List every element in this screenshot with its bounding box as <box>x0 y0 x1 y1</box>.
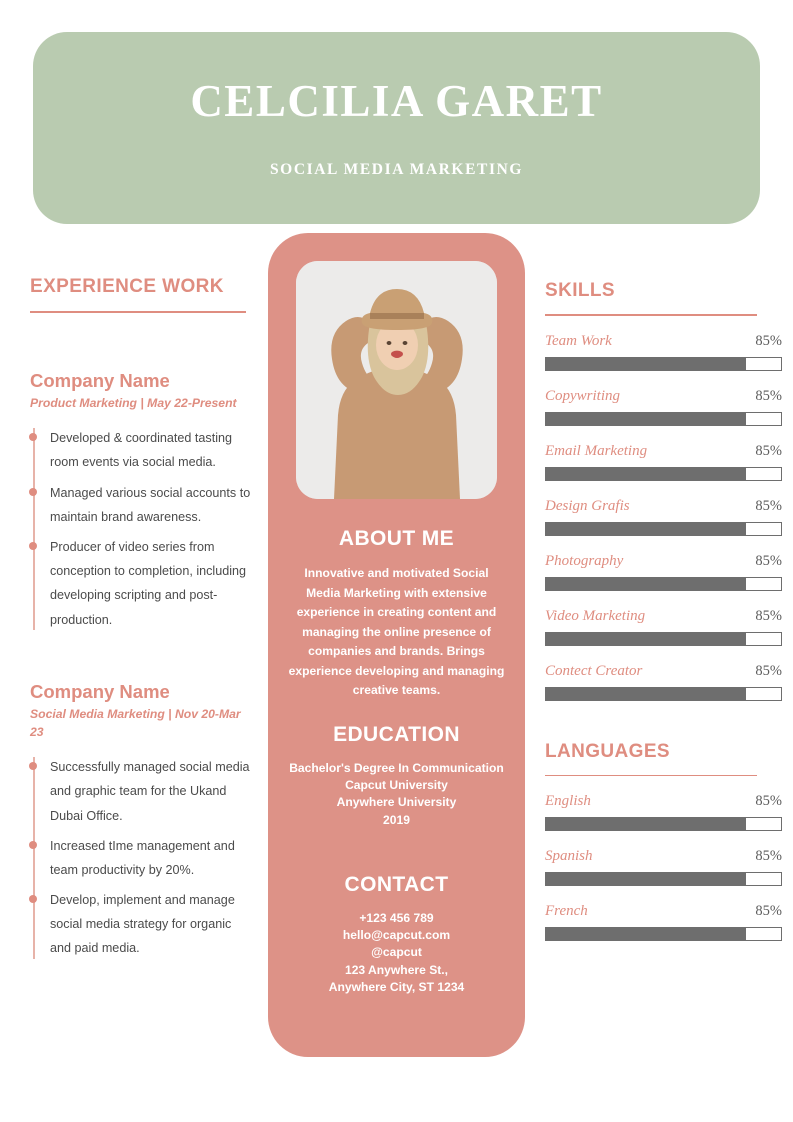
bullet-spine <box>33 428 35 629</box>
job-bullets <box>30 755 252 960</box>
skill-name: Email Marketing <box>545 442 648 459</box>
skill-bar <box>545 467 782 481</box>
portrait-illustration-icon <box>296 261 497 499</box>
language-percent: 85% <box>755 903 782 919</box>
bullet-dot-icon <box>29 488 37 496</box>
list-item <box>50 755 252 828</box>
job-meta: Product Marketing | May 22-Present <box>30 395 237 410</box>
experience-item <box>30 680 252 961</box>
list-item <box>50 888 252 961</box>
list-item-text: Develop, implement and manage social media strategy for organic and paid media. <box>50 893 235 956</box>
education-line: Anywhere University <box>336 795 457 810</box>
language-bar <box>545 927 782 941</box>
skill-bar-fill <box>546 413 746 425</box>
bullet-dot-icon <box>29 762 37 770</box>
education-title: EDUCATION <box>333 723 460 746</box>
skill-bar <box>545 577 782 591</box>
language-bar-fill <box>546 928 746 940</box>
skill-item <box>545 608 782 646</box>
languages-section <box>545 741 782 942</box>
skill-item <box>545 443 782 481</box>
experience-section-title: EXPERIENCE WORK <box>30 276 224 297</box>
language-bar <box>545 872 782 886</box>
avatar <box>296 261 497 499</box>
job-bullets <box>30 426 252 631</box>
language-name: English <box>545 793 591 809</box>
about-text: Innovative and motivated Social Media Marketing with extensive experience in creating content and managing the online presence of companies and brands. Brings experience developing and managing creative teams. <box>288 566 505 698</box>
bullet-dot-icon <box>29 433 37 441</box>
job-company: Company Name <box>30 369 170 391</box>
skill-bar <box>545 687 782 701</box>
skill-item <box>545 498 782 536</box>
language-name: Spanish <box>545 848 593 864</box>
skill-percent: 85% <box>755 387 782 404</box>
bullet-spine <box>33 757 35 958</box>
list-item-text: Increased tIme management and team productivity by 20%. <box>50 838 235 877</box>
language-item <box>545 903 782 941</box>
skill-item <box>545 388 782 426</box>
education-line: Bachelor's Degree In Communication <box>289 761 504 775</box>
language-bar <box>545 817 782 831</box>
contact-address-line1: 123 Anywhere St., <box>344 962 449 977</box>
contact-phone: +123 456 789 <box>359 911 434 925</box>
language-percent: 85% <box>755 848 782 864</box>
contact-address-line2: Anywhere City, ST 1234 <box>328 979 465 994</box>
contact-section <box>268 873 525 996</box>
skill-name: Contect Creator <box>545 662 643 679</box>
about-section <box>268 527 525 701</box>
skill-percent: 85% <box>755 607 782 624</box>
skill-bar-fill <box>546 523 746 535</box>
skill-bar-fill <box>546 578 746 590</box>
about-title: ABOUT ME <box>338 527 455 550</box>
skill-item <box>545 333 782 371</box>
contact-title: CONTACT <box>344 873 449 896</box>
skill-percent: 85% <box>755 662 782 679</box>
language-percent: 85% <box>755 793 782 809</box>
skill-name: Copywriting <box>545 387 621 404</box>
skill-item <box>545 553 782 591</box>
skill-percent: 85% <box>755 442 782 459</box>
languages-section-title: LANGUAGES <box>545 740 670 762</box>
list-item <box>50 535 252 632</box>
job-company: Company Name <box>30 680 170 702</box>
skill-bar <box>545 522 782 536</box>
list-item-text: Developed & coordinated tasting room events via social media. <box>50 431 233 470</box>
skill-name: Team Work <box>545 332 612 349</box>
education-line: Capcut University <box>345 778 448 793</box>
skills-divider <box>545 314 757 316</box>
language-name: French <box>545 903 588 919</box>
education-section <box>268 723 525 829</box>
contact-email: hello@capcut.com <box>342 928 451 943</box>
bullet-dot-icon <box>29 895 37 903</box>
skill-bar-fill <box>546 468 746 480</box>
list-item <box>50 426 252 474</box>
experience-section <box>30 276 252 967</box>
list-item <box>50 481 252 529</box>
skills-section <box>545 280 782 941</box>
experience-divider <box>30 311 246 313</box>
skill-bar-fill <box>546 633 746 645</box>
language-bar-fill <box>546 818 746 830</box>
experience-item <box>30 369 252 632</box>
profile-card <box>268 233 525 1057</box>
header-subtitle: SOCIAL MEDIA MARKETING <box>269 160 524 178</box>
skill-bar <box>545 632 782 646</box>
list-item-text: Managed various social accounts to maintain brand awareness. <box>50 485 251 524</box>
skill-bar-fill <box>546 358 746 370</box>
skill-bar <box>545 412 782 426</box>
bullet-dot-icon <box>29 841 37 849</box>
language-bar-fill <box>546 873 746 885</box>
language-item <box>545 848 782 886</box>
page-title: CELCILIA GARET <box>190 76 603 127</box>
skill-percent: 85% <box>755 552 782 569</box>
list-item-text: Successfully managed social media and graphic team for the Ukand Dubai Office. <box>50 760 250 823</box>
contact-handle: @capcut <box>371 945 422 960</box>
list-item <box>50 834 252 882</box>
skill-name: Video Marketing <box>545 607 646 624</box>
skill-bar <box>545 357 782 371</box>
skills-section-title: SKILLS <box>545 280 615 301</box>
skill-percent: 85% <box>755 332 782 349</box>
skill-percent: 85% <box>755 497 782 514</box>
list-item-text: Producer of video series from conception to completion, including developing scripting and post-production. <box>50 540 247 627</box>
language-item <box>545 793 782 831</box>
skill-bar-fill <box>546 688 746 700</box>
skill-name: Design Grafis <box>545 497 630 514</box>
languages-divider <box>545 775 757 777</box>
job-meta: Social Media Marketing | Nov 20-Mar 23 <box>30 706 241 739</box>
bullet-dot-icon <box>29 542 37 550</box>
skill-item <box>545 663 782 701</box>
header-banner <box>33 32 760 224</box>
skill-name: Photography <box>545 552 624 569</box>
education-line: 2019 <box>383 812 410 827</box>
